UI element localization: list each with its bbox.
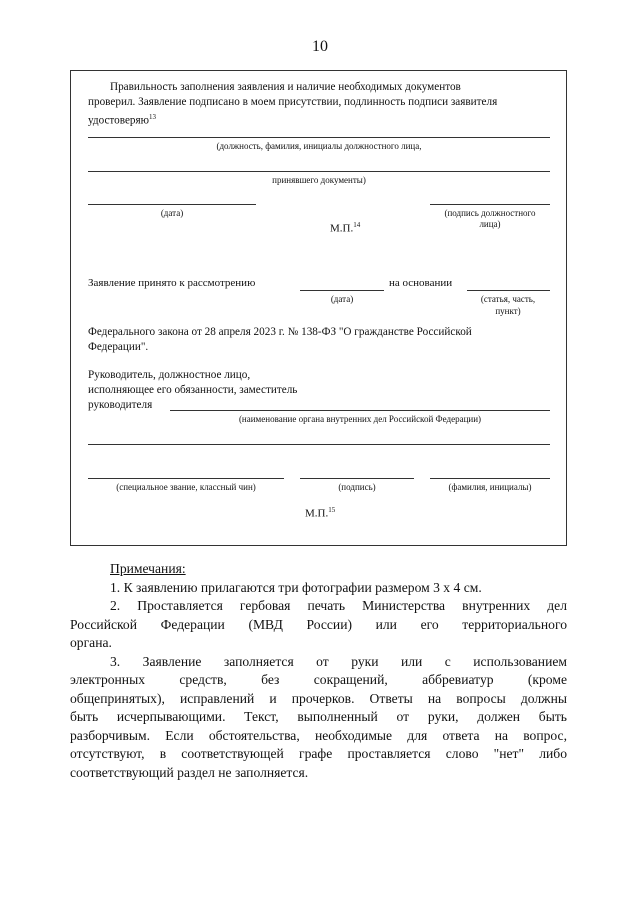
caption-rank: (специальное звание, классный чин): [116, 482, 256, 492]
attestation-line-2: проверил. Заявление подписано в моем присутствии, подлинность подписи заявителя: [88, 96, 498, 108]
caption-official-signature-1: (подпись должностного: [444, 208, 536, 218]
note-2-line-2: Российской Федерации (МВД России) или его территориального: [70, 616, 567, 632]
note-3-line-1: 3. Заявление заполняется от руки или с использованием: [110, 653, 567, 669]
basis-label: на основании: [389, 277, 453, 289]
accepted-label: Заявление принято к рассмотрению: [88, 277, 256, 289]
note-3-line-2: электронных средств, без сокращений, аббревиатур (кроме: [70, 672, 567, 687]
accepted-date-line: [300, 290, 384, 291]
caption-name-initials: (фамилия, инициалы): [448, 482, 532, 492]
note-3-line-6: отсутствуют, в соответствующей графе проставляется слово "нет" либо: [70, 746, 567, 761]
note-1: 1. К заявлению прилагаются три фотографии размером 3 х 4 см.: [110, 579, 482, 595]
stamp-label-2: М.П.$^{15}$: [305, 506, 336, 520]
signature-line: [430, 204, 550, 205]
rank-line: [88, 478, 284, 479]
basis-line: [467, 290, 550, 291]
note-3-line-4: быть исчерпывающими. Текст, выполненный от руки, должен быть: [70, 709, 567, 724]
name-line: [430, 478, 550, 479]
stamp-label-1: М.П.$^{14}$: [330, 221, 361, 235]
official-name-line: [88, 137, 550, 138]
official-name-line-2: [88, 171, 550, 172]
footnote-13: 13: [149, 113, 157, 121]
caption-date: (дата): [160, 208, 184, 218]
note-3-line-7: соответствующий раздел не заполняется.: [70, 764, 309, 780]
law-line-1: Федерального закона от 28 апреля 2023 г. № 138-ФЗ "О гражданстве Российской: [88, 326, 472, 338]
note-2-line-3: органа.: [70, 635, 112, 650]
caption-article-1: (статья, часть,: [480, 294, 536, 304]
signature-line-2: [300, 478, 414, 479]
attestation-line-1: Правильность заполнения заявления и наличие необходимых документов: [110, 81, 461, 93]
caption-accepted-docs: принявшего документы): [272, 175, 366, 185]
mvd-body-line-2: [88, 444, 550, 445]
note-2-line-1: 2. Проставляется гербовая печать Министерства внутренних дел: [110, 598, 567, 613]
page-number: 10: [312, 38, 328, 55]
notes-section: [70, 560, 567, 782]
attestation-line-3: удостоверяю$^{13}$: [88, 113, 157, 127]
note-3-line-5: разборчивым. Если обстоятельства, необходимые для ответа на вопрос,: [70, 727, 567, 743]
head-line-2: исполняющее его обязанности, заместитель: [88, 384, 298, 396]
note-3-line-3: общепринятых), исправлений и прочерков. Ответы на вопросы должны: [70, 690, 567, 706]
law-line-2: Федерации".: [88, 341, 149, 353]
mvd-body-line: [170, 410, 550, 411]
caption-signature: (подпись): [338, 482, 376, 492]
caption-article-2: пункт): [495, 306, 521, 316]
notes-title: Примечания:: [110, 561, 186, 576]
caption-mvd-body: (наименование органа внутренних дел Российской Федерации): [238, 414, 482, 424]
head-line-1: Руководитель, должностное лицо,: [88, 369, 251, 381]
date-line: [88, 204, 256, 205]
caption-date-2: (дата): [330, 294, 354, 304]
head-line-3: руководителя: [88, 399, 153, 411]
caption-position-name: (должность, фамилия, инициалы должностного лица,: [216, 141, 422, 151]
caption-official-signature-2: лица): [479, 219, 501, 229]
